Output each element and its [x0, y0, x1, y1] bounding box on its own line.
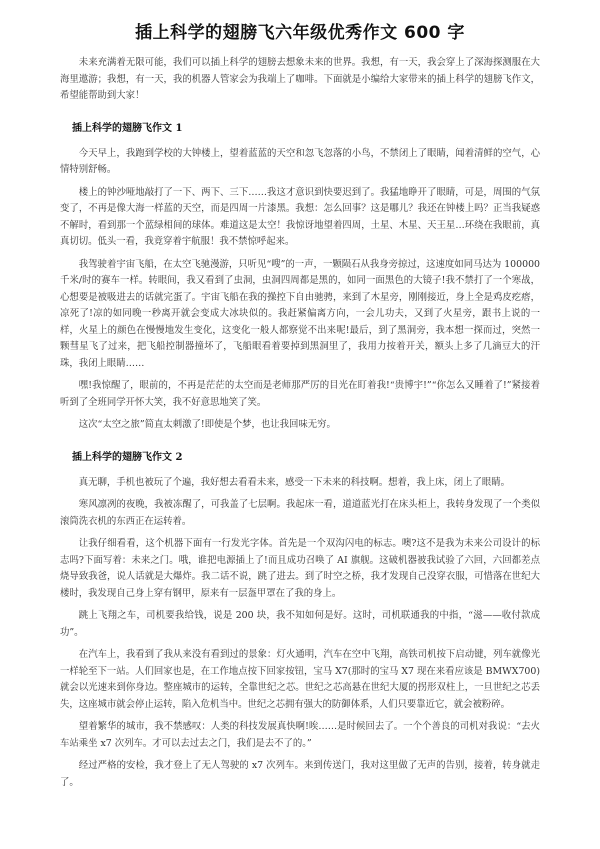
- essay-2-paragraph: 寒风凛冽的夜晚，我被冻醒了，可我盖了七层啊。我起床一看，道道蓝光打在床头柜上，我转身发现了一个类似滚筒洗衣机的东西正在运转着。: [60, 499, 540, 527]
- essay-2-paragraph: 真无聊，手机也被玩了个遍，我好想去看看未来，感受一下未来的科技啊。想着，我上床，闭上了眼睛。: [78, 476, 511, 488]
- essay-2-paragraph: 望着繁华的城市，我不禁感叹：人类的科技发展真快啊!唉……是时候回去了。一个个善良的司机对我说：“去火车站乘坐 x7 次列车。才可以去过去之门，我们是去不了的。”: [60, 721, 540, 749]
- essay-2-paragraph: 在汽车上，我看到了我从来没有看到过的景象：灯火通明，汽车在空中飞翔，高铁司机按下启动键，列车就像光一样轮至下一站。人们回家也是，在工作地点按下回家按钮，宝马 X7(那时的宝马 X7 现在来看应该是 BMWX700)就会以光速来到你身边。整座城市的运转，全靠世纪之芯。世纪之芯高悬在世纪大厦的拐形双柱上，一旦世纪之芯丢失，这座城市就会停止运转，陷入危机当中。世纪之芯拥有强大的防御体系，人们只要靠近它，就会被粉碎。: [60, 649, 540, 710]
- essay-1-paragraph: 这次“太空之旅”简直太刺激了!即使是个梦，也让我回味无穷。: [78, 419, 336, 430]
- essay-1-paragraph: 今天早上，我跑到学校的大钟楼上，望着蓝蓝的天空和忽飞忽落的小鸟，不禁闭上了眼睛，闻着清鲜的空气，心情特别舒畅。: [60, 147, 540, 175]
- essay-1-paragraph: 嘿!我惊醒了，眼前的，不再是茫茫的太空而是老师那严厉的目光在盯着我!“贵博宇!”“你怎么又睡着了!”紧接着听到了全班同学开怀大笑，我不好意思地笑了笑。: [60, 380, 540, 408]
- essay-1-paragraph: 我驾驶着宇宙飞船，在太空飞驰漫游，只听见“嗖”的一声，一颗陨石从我身旁掠过，这速度如同马达为 100000 千米/时的赛车一样。转眼间，我又看到了虫洞，虫洞四周都是黑的，如同一面黑色的大镜子!我不禁打了一个寒战，心想要是被吸进去的话就完蛋了。宇宙飞船在我的操控下自由驰骋，来到了木星旁，刚刚接近，身上全是鸡皮疙瘩，凉死了!凉的如同晚一秒离开就会变成大冰块似的。我赶紧偏离方向，一会儿功夫，又到了火星旁，跟书上说的一样，火星上的颜色在慢慢地发生变化，这变化一般人都察觉不出来呢!最后，到了黑洞旁，我本想一探而过，突然一颗彗星飞了过来，把飞船控制器撞坏了，飞船眼看着要掉到黑洞里了，我用力按着开关，额头上多了几滴豆大的汗珠，我闭上眼睛……: [60, 258, 540, 369]
- essay-2-paragraph: 经过严格的安检，我才登上了无人驾驶的 x7 次列车。来到传送门，我对这里做了无声的告别，接着，转身就走了。: [60, 760, 540, 788]
- essay-2-paragraph: 让我仔细看看，这个机器下面有一行发光字体。首先是一个双沟闪电的标志。噢?这不是我为未来公司设计的标志吗?下面写着：未来之门。哦，谁把电源插上了!而且成功召唤了 AI 旗舰。这破机器被我试验了六回，六回都差点烧导致我爸，说人话就是大爆炸。我二话不说，跳了进去。到了时空之桥，我才发现自己没穿衣服，可惜落在世纪大楼时，我发现自己身上穿有钢甲，原来有一层盔甲罩在了我的身上。: [60, 538, 540, 599]
- essay-2-heading: 插上科学的翅膀飞作文 2: [72, 451, 183, 463]
- essay-2-paragraph: 跳上飞翔之车，司机要我给钱，说是 200 块，我不知如何是好。这时，司机联通我的中指，“滋——收付款成功”。: [60, 610, 540, 638]
- intro-paragraph: 未来充满着无限可能，我们可以插上科学的翅膀去想象未来的世界。我想，有一天，我会穿上了深海探测服在大海里遨游；我想，有一天，我的机器人管家会为我端上了咖啡。下面就是小编给大家带来的插上科学的翅膀飞作文，希望能帮助到大家！: [60, 57, 540, 101]
- essay-1-heading: 插上科学的翅膀飞作文 1: [72, 122, 183, 134]
- essay-1-paragraph: 楼上的钟沙哑地敲打了一下、两下、三下……我这才意识到快要迟到了。我猛地睁开了眼睛，可是，周围的气氛变了，不再是像大海一样蓝的天空，而是四周一片漆黑。我想：怎么回事？这是哪儿？我还在钟楼上吗？正当我疑惑不解时，看到那一个蓝绿相间的球体。难道这是太空！我惊讶地望着四周，土星、木星、天王星…环绕在我眼前，真真切切。低头一看，我竟穿着宇航服！我不禁惊呼起来。: [60, 186, 540, 247]
- page-title: 插上科学的翅膀飞六年级优秀作文 600 字: [135, 23, 465, 43]
